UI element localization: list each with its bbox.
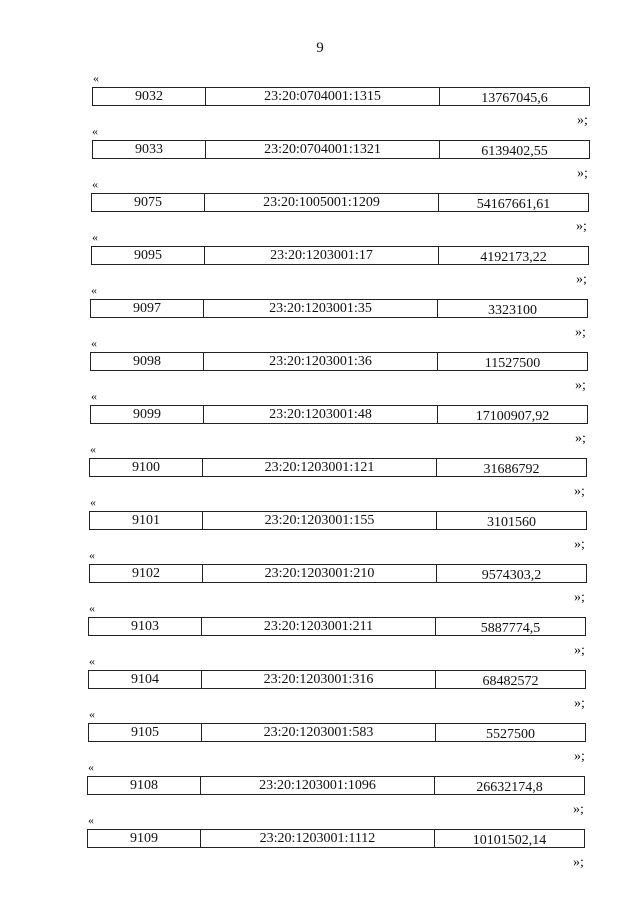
opening-quote: «: [89, 707, 95, 721]
table-row: [89, 511, 587, 530]
table-row: [90, 299, 588, 318]
closing-quote: »;: [575, 431, 586, 446]
object-number-cell: 9095: [92, 247, 205, 264]
object-number-cell: 9099: [91, 406, 204, 423]
cadastral-number-cell: 23:20:1203001:211: [202, 618, 436, 635]
table-row: [88, 723, 586, 742]
closing-quote: »;: [574, 749, 585, 764]
opening-quote: «: [89, 548, 95, 562]
closing-quote: »;: [575, 325, 586, 340]
cadastral-value-cell: 54167661,61: [476, 197, 551, 211]
closing-quote: »;: [575, 378, 586, 393]
closing-quote: »;: [574, 537, 585, 552]
table-row: [89, 564, 587, 583]
opening-quote: «: [91, 283, 97, 297]
closing-quote: »;: [574, 696, 585, 711]
object-number-cell: 9032: [93, 88, 206, 105]
cadastral-number-cell: 23:20:1203001:36: [204, 353, 438, 370]
entry: [0, 389, 640, 446]
object-number-cell: 9075: [92, 194, 205, 211]
opening-quote: «: [91, 336, 97, 350]
table-row: [92, 87, 590, 106]
cadastral-number-cell: 23:20:1203001:155: [203, 512, 437, 529]
cadastral-number-cell: 23:20:0704001:1321: [206, 141, 440, 158]
object-number-cell: 9097: [91, 300, 204, 317]
closing-quote: »;: [577, 166, 588, 181]
opening-quote: «: [91, 389, 97, 403]
object-number-cell: 9105: [89, 724, 202, 741]
table-row: [87, 829, 585, 848]
cadastral-number-cell: 23:20:0704001:1315: [206, 88, 440, 105]
closing-quote: »;: [573, 855, 584, 870]
opening-quote: «: [89, 654, 95, 668]
object-number-cell: 9098: [91, 353, 204, 370]
closing-quote: »;: [576, 219, 587, 234]
table-row: [90, 405, 588, 424]
object-number-cell: 9104: [89, 671, 202, 688]
opening-quote: «: [92, 177, 98, 191]
cadastral-number-cell: 23:20:1203001:1096: [201, 777, 435, 794]
entry: [0, 601, 640, 658]
table-row: [90, 352, 588, 371]
cadastral-number-cell: 23:20:1203001:1112: [201, 830, 435, 847]
closing-quote: »;: [573, 802, 584, 817]
cadastral-number-cell: 23:20:1203001:583: [202, 724, 436, 741]
object-number-cell: 9033: [93, 141, 206, 158]
opening-quote: «: [90, 495, 96, 509]
object-number-cell: 9101: [90, 512, 203, 529]
cadastral-value-cell: 13767045,6: [481, 91, 548, 105]
cadastral-number-cell: 23:20:1203001:17: [205, 247, 439, 264]
closing-quote: »;: [577, 113, 588, 128]
table-row: [89, 458, 587, 477]
opening-quote: «: [88, 813, 94, 827]
cadastral-number-cell: 23:20:1005001:1209: [205, 194, 439, 211]
entry: [0, 654, 640, 711]
opening-quote: «: [89, 601, 95, 615]
closing-quote: »;: [574, 484, 585, 499]
page-number: 9: [316, 40, 324, 56]
cadastral-value-cell: 9574303,2: [481, 568, 542, 582]
table-row: [88, 617, 586, 636]
entry: [0, 442, 640, 499]
object-number-cell: 9100: [90, 459, 203, 476]
entry: [0, 71, 640, 128]
cadastral-number-cell: 23:20:1203001:121: [203, 459, 437, 476]
closing-quote: »;: [574, 590, 585, 605]
entry: [0, 495, 640, 552]
entry: [0, 177, 640, 234]
opening-quote: «: [88, 760, 94, 774]
cadastral-value-cell: 31686792: [483, 462, 540, 476]
cadastral-number-cell: 23:20:1203001:210: [203, 565, 437, 582]
opening-quote: «: [92, 230, 98, 244]
cadastral-value-cell: 4192173,22: [480, 250, 547, 264]
entry: [0, 336, 640, 393]
cadastral-number-cell: 23:20:1203001:35: [204, 300, 438, 317]
object-number-cell: 9108: [88, 777, 201, 794]
cadastral-value-cell: 17100907,92: [475, 409, 550, 423]
entry: [0, 230, 640, 287]
closing-quote: »;: [576, 272, 587, 287]
entry: [0, 707, 640, 764]
cadastral-value-cell: 6139402,55: [481, 144, 548, 158]
entry: [0, 283, 640, 340]
cadastral-value-cell: 3323100: [488, 303, 537, 317]
object-number-cell: 9102: [90, 565, 203, 582]
entry: [0, 124, 640, 181]
cadastral-number-cell: 23:20:1203001:316: [202, 671, 436, 688]
cadastral-value-cell: 11527500: [484, 356, 541, 370]
object-number-cell: 9109: [88, 830, 201, 847]
table-row: [91, 246, 589, 265]
object-number-cell: 9103: [89, 618, 202, 635]
opening-quote: «: [90, 442, 96, 456]
entry: [0, 813, 640, 870]
cadastral-value-cell: 68482572: [482, 674, 539, 688]
cadastral-value-cell: 10101502,14: [472, 833, 547, 847]
table-row: [87, 776, 585, 795]
table-row: [91, 193, 589, 212]
table-row: [88, 670, 586, 689]
closing-quote: »;: [574, 643, 585, 658]
cadastral-value-cell: 5887774,5: [480, 621, 541, 635]
cadastral-value-cell: 5527500: [486, 727, 535, 741]
entry: [0, 548, 640, 605]
entry: [0, 760, 640, 817]
opening-quote: «: [92, 124, 98, 138]
cadastral-value-cell: 26632174,8: [476, 780, 543, 794]
table-row: [92, 140, 590, 159]
cadastral-value-cell: 3101560: [487, 515, 536, 529]
cadastral-number-cell: 23:20:1203001:48: [204, 406, 438, 423]
opening-quote: «: [93, 71, 99, 85]
